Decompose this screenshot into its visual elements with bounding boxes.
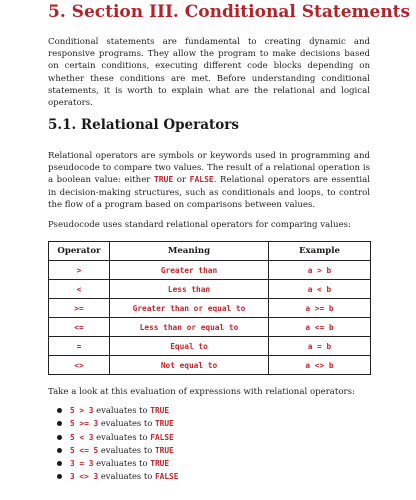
- expression: 3 <> 3: [70, 472, 99, 482]
- meaning-cell: Equal to: [110, 337, 269, 356]
- result-value: TRUE: [150, 459, 170, 469]
- expression: 5 >= 3: [70, 419, 99, 429]
- example-cell: a < b: [269, 280, 371, 299]
- evaluates-to-text: evaluates to: [98, 418, 155, 429]
- result-value: TRUE: [154, 445, 174, 455]
- table-row: [49, 299, 371, 318]
- evaluation-list: [52, 404, 178, 484]
- header-operator: Operator: [49, 242, 110, 261]
- operator-cell: =: [49, 337, 110, 356]
- evaluates-to-text: evaluates to: [93, 431, 151, 442]
- section-title: 5. Section III. Conditional Statements: [48, 2, 411, 22]
- result-value: TRUE: [154, 419, 174, 429]
- operator-cell: >=: [49, 299, 110, 318]
- evaluates-to-text: evaluates to: [98, 471, 155, 482]
- false-keyword: FALSE: [189, 175, 214, 185]
- meaning-cell: Not equal to: [110, 356, 269, 375]
- result-value: FALSE: [154, 472, 179, 482]
- result-value: TRUE: [150, 406, 170, 415]
- header-meaning: Meaning: [110, 242, 269, 261]
- table-row: [49, 318, 371, 337]
- operator-cell: <: [49, 280, 110, 299]
- expression: 3 = 3: [70, 459, 94, 469]
- relational-paragraph: [48, 150, 370, 211]
- expression: 5 > 3: [70, 406, 94, 415]
- table-row: [49, 356, 371, 375]
- list-item: [52, 457, 178, 470]
- evaluates-to-text: evaluates to: [93, 405, 151, 415]
- meaning-cell: Less than: [110, 280, 269, 299]
- relational-text-part2: . Relational operators are essential in decision-making structures, such as conditionals and loops, to control the flow of a program based on comparisons between values.: [48, 175, 370, 210]
- example-cell: a > b: [269, 261, 371, 280]
- true-keyword: TRUE: [153, 175, 174, 185]
- operator-cell: >: [49, 261, 110, 280]
- list-item: [52, 404, 178, 417]
- expression: 5 < 3: [70, 432, 94, 442]
- operator-cell: <>: [49, 356, 110, 375]
- relational-text-part1: Relational operators are symbols or keywords used in programming and pseudocode to compare two values. The result of a relational operation is a boolean value: either: [48, 151, 370, 186]
- meaning-cell: Less than or equal to: [110, 318, 269, 337]
- evaluates-to-text: evaluates to: [98, 444, 155, 455]
- result-value: FALSE: [150, 432, 174, 442]
- expression: 5 <= 5: [70, 445, 99, 455]
- relational-operators-table: [48, 241, 371, 375]
- list-item: [52, 417, 178, 430]
- example-cell: a = b: [269, 337, 371, 356]
- table-row: [49, 337, 371, 356]
- meaning-cell: Greater than: [110, 261, 269, 280]
- subsection-title: 5.1. Relational Operators: [48, 117, 239, 133]
- meaning-cell: Greater than or equal to: [110, 299, 269, 318]
- operator-cell: <=: [49, 318, 110, 337]
- example-cell: a <> b: [269, 356, 371, 375]
- intro-paragraph: Conditional statements are fundamental to creating dynamic and responsive programs. They allow the program to make decisions based on certain conditions, executing different code blocks depending on whether these conditions are met. Before understanding conditional statements, it is worth to explain what are the relational and logical operators.: [48, 37, 370, 109]
- example-cell: a <= b: [269, 318, 371, 337]
- list-item: [52, 431, 178, 444]
- pseudocode-intro: Pseudocode uses standard relational operators for comparing values:: [48, 220, 351, 230]
- table-header-row: [49, 242, 371, 261]
- list-item: [52, 470, 178, 483]
- table-row: [49, 261, 371, 280]
- evaluation-intro: Take a look at this evaluation of expressions with relational operators:: [48, 387, 355, 397]
- example-cell: a >= b: [269, 299, 371, 318]
- evaluates-to-text: evaluates to: [93, 458, 151, 469]
- table-row: [49, 280, 371, 299]
- or-text: or: [173, 175, 190, 186]
- list-item: [52, 444, 178, 457]
- header-example: Example: [269, 242, 371, 261]
